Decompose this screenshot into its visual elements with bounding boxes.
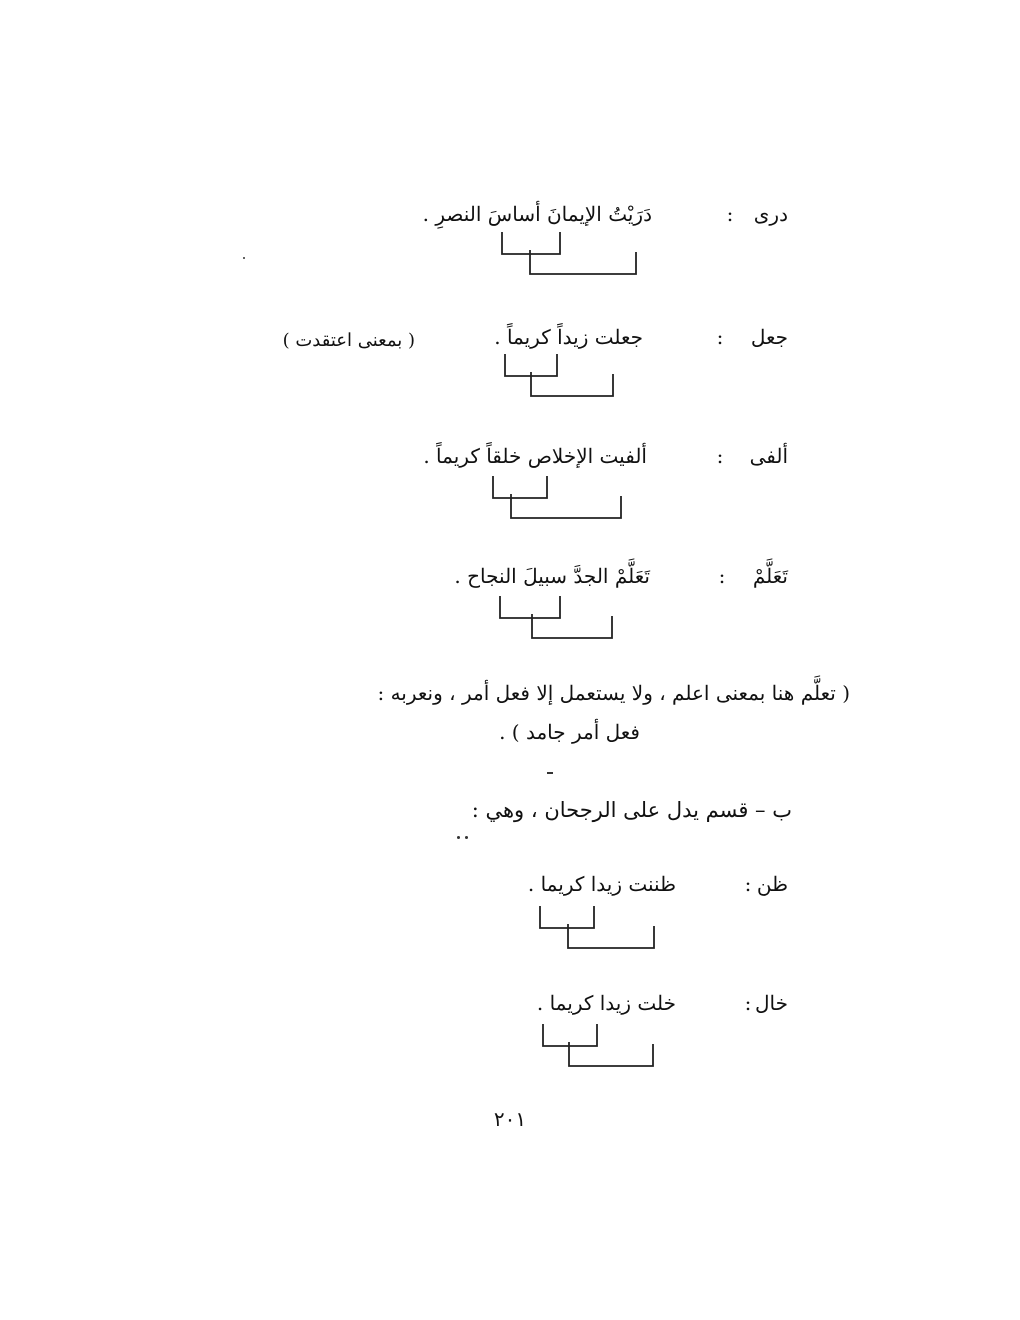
colon: : [716, 444, 724, 468]
note: ( بمعنى اعتقدت ) [282, 330, 415, 351]
colon: : [726, 202, 734, 226]
grammar-bracket-diagram [495, 348, 625, 402]
explanation-line-2: فعل أمر جامد ) . [499, 720, 640, 744]
verb-label: درى [753, 202, 788, 226]
grammar-bracket-diagram [535, 1018, 665, 1072]
example-sentence: جعلت زيداً كريماً . [494, 325, 643, 349]
stray-mark [547, 772, 553, 774]
colon: : [744, 991, 752, 1015]
stray-mark [457, 836, 460, 839]
example-sentence: ألفيت الإخلاص خلقاً كريماً . [423, 444, 647, 468]
verb-label: ظن [756, 872, 788, 896]
verb-label: ألفى [749, 444, 788, 468]
page-number: ٢٠١ [493, 1107, 527, 1131]
example-sentence: دَرَيْتُ الإيمانَ أساسَ النصرِ . [422, 202, 652, 226]
example-sentence: تَعَلَّمْ الجدَّ سبيلَ النجاح . [454, 564, 650, 588]
grammar-bracket-diagram [532, 900, 667, 954]
colon: : [716, 325, 724, 349]
stray-mark [243, 257, 245, 259]
stray-mark [465, 836, 468, 839]
verb-label: تَعَلَّمْ [752, 564, 788, 588]
section-heading: ب – قسم يدل على الرجحان ، وهي : [471, 798, 792, 822]
colon: : [718, 564, 726, 588]
grammar-bracket-diagram [483, 472, 633, 524]
colon: : [744, 872, 752, 896]
grammar-bracket-diagram [490, 228, 650, 280]
explanation-line-1: ( تعلَّم هنا بمعنى اعلم ، ولا يستعمل إلا فعل أمر ، ونعربه : [377, 681, 850, 705]
example-sentence: ظننت زيدا كريما . [527, 872, 676, 896]
verb-label: خال [755, 991, 788, 1015]
grammar-bracket-diagram [490, 592, 630, 644]
example-sentence: خلت زيدا كريما . [536, 991, 676, 1015]
verb-label: جعل [750, 325, 788, 349]
